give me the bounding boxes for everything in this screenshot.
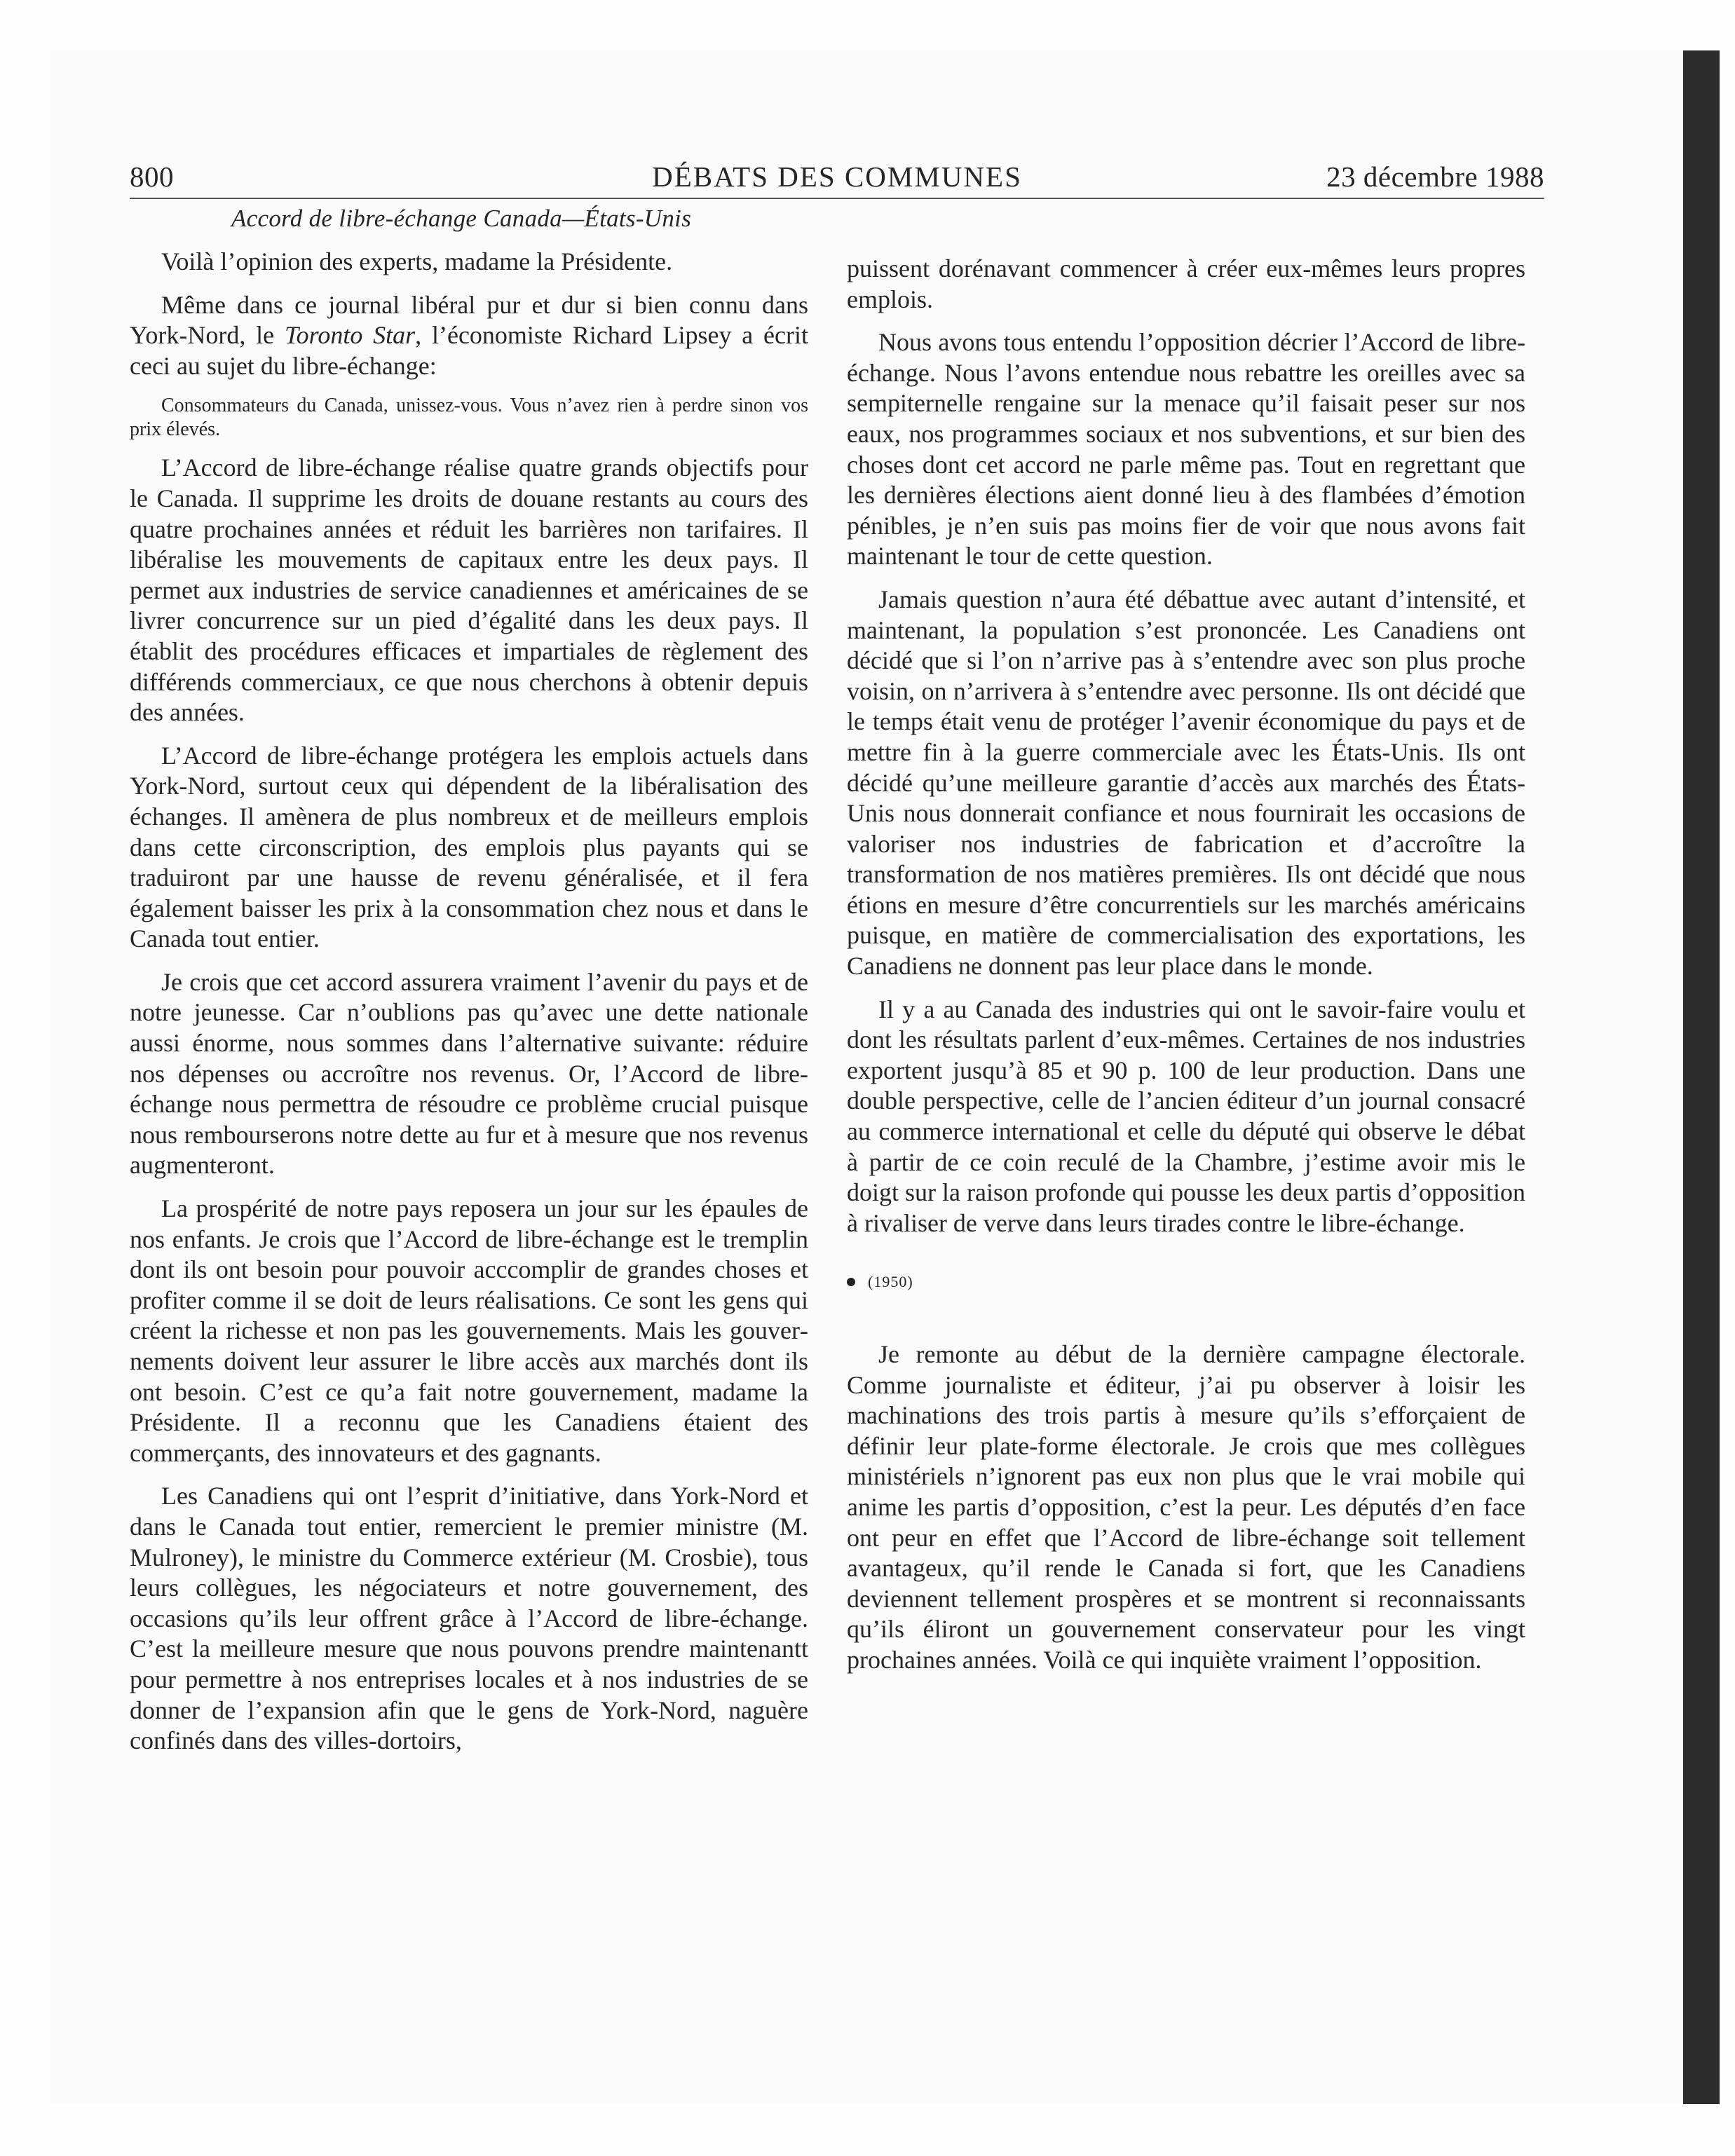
publication-title: DÉBATS DES COMMUNES [652,161,1022,193]
bullet-icon [847,1278,855,1286]
page-header [130,156,1544,199]
paragraph: L’Accord de libre-échange réalise quatre grands objectifs pour le Canada. Il supprime les droits de douane restants au cours des quatre prochaines années et réduit les barrières non tarifaires. Il libéralise les mouvements de capitaux entre les deux pays. Il permet aux industries de service canadiennes et américaines de se livrer concurrence sur un pied d’égalité dans les deux pays. Il établit des procédures efficaces et impartiales de règlement des différends commerciaux, ce que nous cherchons à obtenir depuis des années. [130,453,808,727]
page-number: 800 [130,161,174,193]
paragraph: La prospérité de notre pays reposera un jour sur les épaules de nos enfants. Je crois que l’Accord de libre-échange est le tremplin dont ils ont besoin pour pouvoir acccomplir de grandes choses et profiter comme il se doit de leurs réalisations. Ce sont les gens qui créent la richesse et non pas les gouvernements. Mais les gouvernements doivent leur assurer le libre accès aux marchés dont ils ont besoin. C’est ce qu’a fait notre gouvernement, madame la Présidente. Il a reconnu que les Canadiens étaient des commerçants, des innovateurs et des gagnants. [130,1194,808,1467]
block-quote: Consommateurs du Canada, unissez-vous. Vous n’avez rien à perdre sinon vos prix élevés. [130,395,808,441]
paragraph: puissent dorénavant commencer à créer eux-mêmes leurs propres emplois. [847,254,1525,313]
paragraph: Voilà l’opinion des experts, madame la Présidente. [161,247,673,275]
paragraph: Jamais question n’aura été débattue avec autant d’intensité, et maintenant, la population s’est prononcée. Les Canadiens ont décidé que si l’on n’arrive pas à s’entendre avec son plus proche voisin, on n’arrivera à s’entendre avec personne. Ils ont décidé que le temps était venu de protéger l’avenir économique du pays et de mettre fin à la guerre commerciale avec les États-Unis. Ils ont décidé qu’une meilleure garantie d’accès aux marchés des États-Unis nous donnerait confiance et nous fournirait les occasions de valoriser nos industries de fabrication et d’accroître la transformation de nos matières premières. Ils ont décidé que nous étions en mesure d’être concurrentiels sur les marchés américains puisque, en matière de commercialisation des exportations, les Canadiens ne donnent pas leur place dans le monde. [847,585,1525,981]
newspaper-title: Toronto Star [284,321,416,350]
page-date: 23 décembre 1988 [1326,161,1544,193]
paragraph [130,290,808,382]
paragraph: Les Canadiens qui ont l’esprit d’initiative, dans York-Nord et dans le Canada tout entier, remercient le premier ministre (M. Mulroney), le ministre du Commerce extérieur (M. Crosbie), tous leurs collègues, les négociateurs et notre gouvernement, des occasions qu’ils leur offrent grâce à l’Accord de libre-échange. C’est la meilleure mesure que nous pouvons prendre maintenantt pour permettre à nos entreprises locales et à nos industries de se donner de l’expansion afin que le gens de York-Nord, naguère confinés dans des villes-dortoirs, [130,1482,808,1755]
paragraph: L’Accord de libre-échange protégera les emplois actuels dans York-Nord, surtout ceux qui dépendent de la libéralisation des échanges. Il amènera de plus nombreux et de meilleurs emplois dans cette circonscription, des emplois plus payants qui se traduiront par une hausse de revenu généralisée, et il fera également baisser les prix à la consommation chez nous et dans le Canada tout entier. [130,741,808,953]
left-column [130,247,808,1769]
paragraph: Nous avons tous entendu l’opposition décrier l’Accord de libre-échange. Nous l’avons entendue nous rebattre les oreilles avec sa sempiternelle rengaine sur la menace qu’il faisait peser sur nos eaux, nos programmes sociaux et nos subventions, et sur bien des choses dont cet accord ne parle même pas. Tout en regrettant que les dernières élections aient donné lieu à des flambées d’émotion pénibles, je n’en suis pas moins fier de voir que nous avons fait maintenant le tour de cette question. [847,328,1525,571]
right-column [847,254,1525,1688]
scan-edge-bar [1683,50,1720,2104]
timestamp: (1950) [868,1273,913,1291]
paragraph: Il y a au Canada des industries qui ont le savoir-faire voulu et dont les résultats parlent d’eux-mêmes. Certaines de nos industries exportent jusqu’à 85 et 90 p. 100 de leur production. Dans une double perspective, celle de l’ancien éditeur d’un journal consacré au commerce international et celle du député qui observe le débat à partir de ce coin reculé de la Chambre, j’estime avoir mis le doigt sur la raison profonde qui pousse les deux partis d’opposition à rivaliser de verve dans leurs tirades contre le libre-échange. [847,995,1525,1237]
running-subtitle: Accord de libre-échange Canada—États-Unis [231,205,692,232]
paragraph: Je crois que cet accord assurera vraiment l’avenir du pays et de notre jeunesse. Car n’oublions pas qu’avec une dette nationale aussi énorme, nous sommes dans l’alternative suivante: réduire nos dépenses ou accroître nos revenus. Or, l’Accord de libre-échange nous permettra de résoudre ce problème crucial puisque nous rembourserons notre dette au fur et à mesure que nos revenus augmenteront. [130,967,808,1180]
paragraph: Je remonte au début de la dernière campagne électorale. Comme journaliste et éditeur, j’ai pu observer à loisir les machinations des trois partis à mesure qu’ils s’efforçaient de définir leur plate-forme électorale. Je crois que mes collègues ministériels n’ignorent pas eux non plus que le vrai mobile qui anime les partis d’opposition, c’est la peur. Les députés d’en face ont peur en effet que l’Accord de libre-échange soit tellement avantageux, qu’il rende le Canada si fort, que les Canadiens deviennent tellement prospères et se montrent si reconnaissants qu’ils éliront un gouvernement conservateur pour les vingt prochaines années. Voilà ce qui inquiète vraiment l’opposition. [847,1340,1525,1674]
text-run: , l’économiste Richard Lipsey a écrit ceci au sujet du libre-échange: [130,321,809,380]
text-run: Même dans ce journal libéral pur et dur si bien connu dans York-Nord, le [130,290,808,350]
timestamp-marker [847,1267,1525,1297]
